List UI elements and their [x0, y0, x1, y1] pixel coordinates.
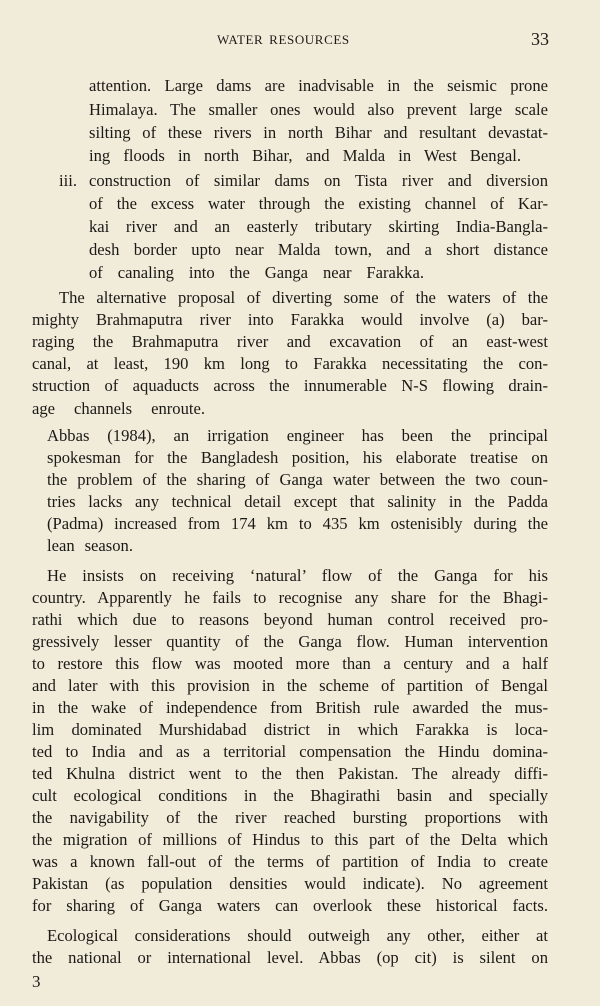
paragraph-3-line: Pakistan (as population densities would indicate). No agreement	[32, 874, 548, 893]
paragraph-2-line: spokesman for the Bangladesh position, his elaborate treatise on	[47, 448, 548, 467]
paragraph-2-line: tries lacks any technical detail except that salinity in the Padda	[47, 492, 548, 511]
paragraph-3-line: to restore this flow was mooted more than a century and a half	[32, 654, 548, 673]
list-continuation-line: silting of these rivers in north Bihar and resultant devastat-	[89, 123, 548, 142]
paragraph-1-line: raging the Brahmaputra river and excavation of an east-west	[32, 332, 548, 351]
paragraph-3-line: rathi which due to reasons beyond human control received pro-	[32, 610, 548, 629]
list-item-line: desh border upto near Malda town, and a short distance	[89, 240, 548, 259]
paragraph-3-line: for sharing of Ganga waters can overlook these historical facts.	[32, 896, 548, 915]
paragraph-2-line: (Padma) increased from 174 km to 435 km ostenisibly during the	[47, 514, 548, 533]
paragraph-2-line: the problem of the sharing of Ganga water between the two coun-	[47, 470, 548, 489]
paragraph-3-line: lim dominated Murshidabad district in which Farakka is loca-	[32, 720, 548, 739]
paragraph-3-line: cult ecological conditions in the Bhagirathi basin and specially	[32, 786, 548, 805]
list-continuation-line: Himalaya. The smaller ones would also prevent large scale	[89, 100, 548, 119]
list-item-numeral: iii.	[59, 171, 77, 190]
list-item-line: kai river and an easterly tributary skirting India-Bangla-	[89, 217, 548, 236]
paragraph-3-line: the migration of millions of Hindus to this part of the Delta which	[32, 830, 548, 849]
paragraph-3-line: in the wake of independence from British rule awarded the mus-	[32, 698, 548, 717]
list-item-line: of canaling into the Ganga near Farakka.	[89, 263, 424, 282]
paragraph-3-line: He insists on receiving ‘natural’ flow of the Ganga for his	[47, 566, 548, 585]
paragraph-3-line: the navigability of the river reached bursting proportions with	[32, 808, 548, 827]
paragraph-1-line: mighty Brahmaputra river into Farakka would involve (a) bar-	[32, 310, 548, 329]
paragraph-3-line: country. Apparently he fails to recognise any share for the Bhagi-	[32, 588, 548, 607]
paragraph-1-line: age channels enroute.	[32, 399, 205, 418]
paragraph-3-line: ted Khulna district went to the then Pakistan. The already diffi-	[32, 764, 548, 783]
list-continuation-line: attention. Large dams are inadvisable in the seismic prone	[89, 76, 548, 95]
paragraph-3-line: and later with this provision in the scheme of partition of Bengal	[32, 676, 548, 695]
paragraph-1-line: canal, at least, 190 km long to Farakka necessitating the con-	[32, 354, 548, 373]
paragraph-2-line: Abbas (1984), an irrigation engineer has been the principal	[47, 426, 548, 445]
paragraph-3-line: ted to India and as a territorial compensation the Hindu domina-	[32, 742, 548, 761]
list-item-line: of the excess water through the existing channel of Kar-	[89, 194, 548, 213]
paragraph-3-line: gressively lesser quantity of the Ganga flow. Human intervention	[32, 632, 548, 651]
list-item-line: construction of similar dams on Tista river and diversion	[89, 171, 548, 190]
paragraph-4-line: Ecological considerations should outweigh any other, either at	[47, 926, 548, 945]
paragraph-1-line: struction of aquaducts across the innumerable N-S flowing drain-	[32, 376, 548, 395]
running-head: WATER RESOURCES	[217, 32, 350, 47]
paragraph-3-line: was a known fall-out of the terms of partition of India to create	[32, 852, 548, 871]
footer-folio: 3	[32, 972, 41, 991]
list-continuation-line: ing floods in north Bihar, and Malda in West Bengal.	[89, 146, 521, 165]
paragraph-2-line: lean season.	[47, 536, 133, 555]
paragraph-1-line: The alternative proposal of diverting some of the waters of the	[59, 288, 548, 307]
page-number: 33	[531, 29, 549, 49]
paragraph-4-line: the national or international level. Abbas (op cit) is silent on	[32, 948, 548, 967]
